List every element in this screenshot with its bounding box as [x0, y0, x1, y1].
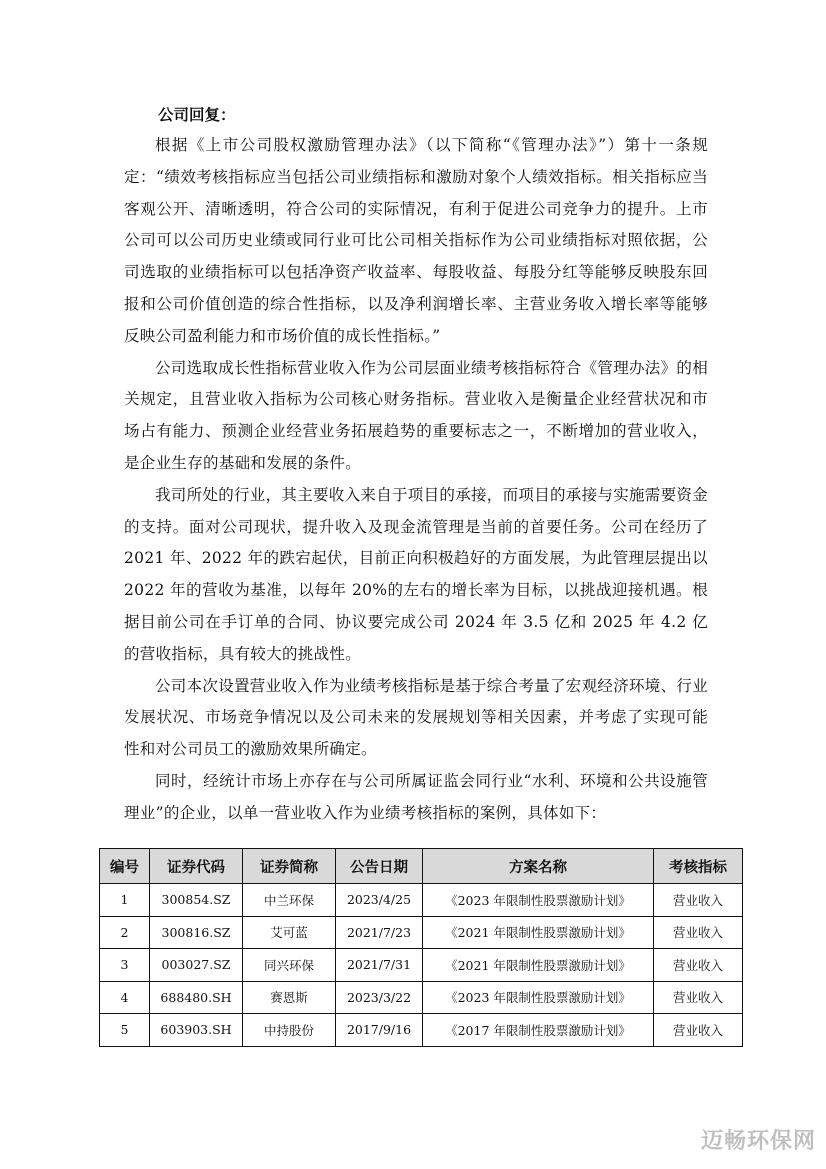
table-row: [100, 1014, 743, 1047]
cell-stock-name: 艾可蓝: [243, 916, 336, 949]
cell-announce-date: 2023/4/25: [336, 884, 423, 917]
paragraph-assessment-basis: 公司本次设置营业收入作为业绩考核指标是基于综合考量了宏观经济环境、行业发展状况、市场竞争情况以及公司未来的发展规划等相关因素，并考虑了实现可能性和对公司员工的激励效果所确定。: [124, 676, 709, 759]
table-row: [100, 884, 743, 917]
cell-stock-code: 300816.SZ: [150, 916, 243, 949]
site-watermark: 迈畅环保网: [700, 1129, 816, 1154]
paragraph-market-cases: 同时，经统计市场上亦存在与公司所属证监会同行业“水利、环境和公共设施管理业”的企业，以单一营业收入作为业绩考核指标的案例，具体如下：: [124, 771, 708, 822]
cell-announce-date: 2023/3/22: [336, 981, 423, 1014]
cell-plan-name: 《2021 年限制性股票激励计划》: [423, 916, 654, 949]
header-indicator: 考核指标: [654, 849, 743, 884]
cell-stock-code: 300854.SZ: [150, 884, 243, 917]
cell-indicator: 营业收入: [654, 981, 743, 1014]
cases-table-wrapper: [99, 848, 742, 1047]
cell-indicator: 营业收入: [654, 949, 743, 982]
cell-stock-name: 中兰环保: [243, 884, 336, 917]
paragraph-revenue-indicator: 公司选取成长性指标营业收入作为公司层面业绩考核指标符合《管理办法》的相关规定，且营业收入指标为公司核心财务指标。营业收入是衡量企业经营状况和市场占有能力、预测企业经营业务拓展趋势的重要标志之一，不断增加的营业收入，是企业生存的基础和发展的条件。: [124, 358, 709, 472]
header-plan-name: 方案名称: [423, 849, 654, 884]
cell-indicator: 营业收入: [654, 1014, 743, 1047]
paragraph-regulation: 根据《上市公司股权激励管理办法》（以下简称“《管理办法》”）第十一条规定：“绩效考核指标应当包括公司业绩指标和激励对象个人绩效指标。相关指标应当客观公开、清晰透明，符合公司的实际情况，有利于促进公司竞争力的提升。上市公司可以公司历史业绩或同行业可比公司相关指标作为公司业绩指标对照依据，公司选取的业绩指标可以包括净资产收益率、每股收益、每股分红等能够反映股东回报和公司价值创造的综合性指标，以及净利润增长率、主营业务收入增长率等能够反映公司盈利能力和市场价值的成长性指标。”: [124, 136, 708, 345]
cases-table: [99, 848, 743, 1047]
reply-section: [124, 100, 708, 830]
cell-stock-name: 同兴环保: [243, 949, 336, 982]
cell-number: 2: [100, 916, 150, 949]
cell-announce-date: 2021/7/23: [336, 916, 423, 949]
cell-plan-name: 《2021 年限制性股票激励计划》: [423, 949, 654, 982]
table-row: [100, 949, 743, 982]
cell-stock-name: 中持股份: [243, 1014, 336, 1047]
cell-stock-code: 688480.SH: [150, 981, 243, 1014]
cell-number: 5: [100, 1014, 150, 1047]
cell-indicator: 营业收入: [654, 916, 743, 949]
header-stock-code: 证券代码: [150, 849, 243, 884]
paragraph-industry-situation: 我司所处的行业，其主要收入来自于项目的承接，而项目的承接与实施需要资金的支持。面对公司现状，提升收入及现金流管理是当前的首要任务。公司在经历了 2021 年、2022 年的跌宕起伏，目前正向积极趋好的方面发展，为此管理层提出以 2022 年的营收为基准，以每年 20%的左右的增长率为目标，以挑战迎接机遇。根据目前公司在手订单的合同、协议要完成公司 2024 年 3.5 亿和 2025 年 4.2 亿的营收指标，具有较大的挑战性。: [124, 485, 709, 663]
cell-announce-date: 2017/9/16: [336, 1014, 423, 1047]
header-stock-name: 证券简称: [243, 849, 336, 884]
cell-announce-date: 2021/7/31: [336, 949, 423, 982]
cell-stock-code: 603903.SH: [150, 1014, 243, 1047]
table-row: [100, 981, 743, 1014]
reply-heading: 公司回复：: [158, 105, 236, 124]
cell-plan-name: 《2017 年限制性股票激励计划》: [423, 1014, 654, 1047]
cell-stock-code: 003027.SZ: [150, 949, 243, 982]
cell-number: 3: [100, 949, 150, 982]
cell-indicator: 营业收入: [654, 884, 743, 917]
cell-stock-name: 赛恩斯: [243, 981, 336, 1014]
cell-plan-name: 《2023 年限制性股票激励计划》: [423, 884, 654, 917]
header-announce-date: 公告日期: [336, 849, 423, 884]
table-header-row: [100, 849, 743, 884]
cell-plan-name: 《2023 年限制性股票激励计划》: [423, 981, 654, 1014]
table-row: [100, 916, 743, 949]
header-number: 编号: [100, 849, 150, 884]
cell-number: 1: [100, 884, 150, 917]
cell-number: 4: [100, 981, 150, 1014]
